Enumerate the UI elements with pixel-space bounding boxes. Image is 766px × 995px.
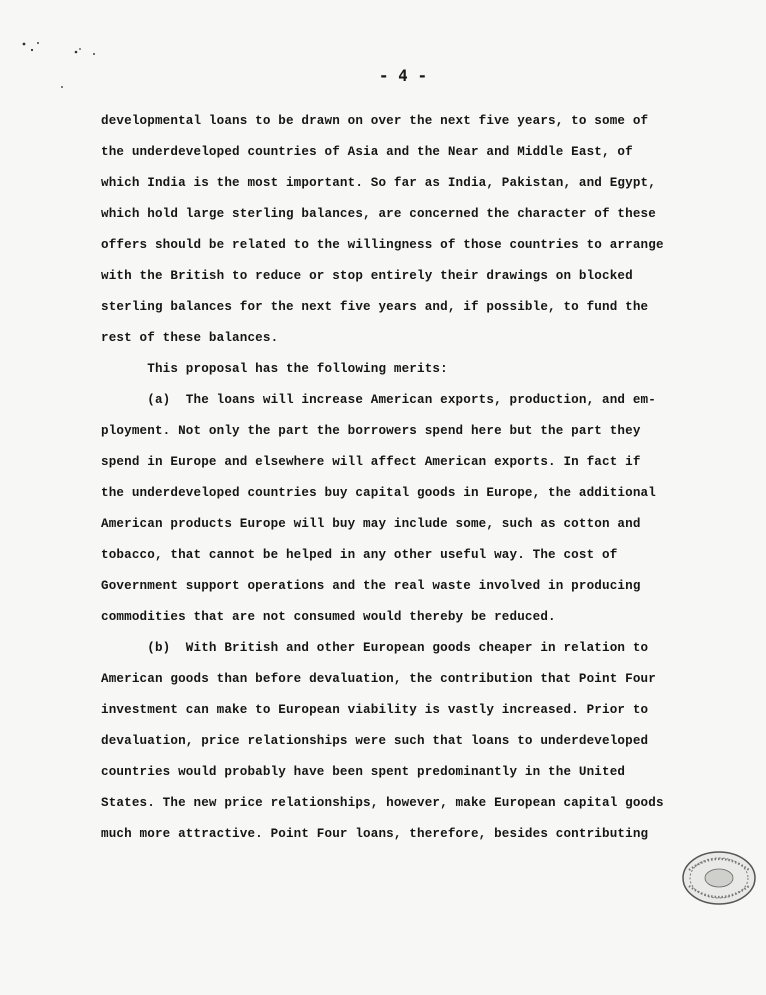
text-line: (b) With British and other European goods cheaper in relation to bbox=[101, 641, 649, 655]
text-line: developmental loans to be drawn on over the next five years, to some of bbox=[101, 114, 649, 128]
text-line: commodities that are not consumed would thereby be reduced. bbox=[101, 610, 556, 624]
text-line: This proposal has the following merits: bbox=[101, 362, 448, 376]
page-number: - 4 - bbox=[378, 66, 428, 85]
text-line: countries would probably have been spent predominantly in the United bbox=[101, 765, 626, 779]
text-line: American products Europe will buy may include some, such as cotton and bbox=[101, 517, 641, 531]
text-line: sterling balances for the next five years and, if possible, to fund the bbox=[101, 300, 649, 314]
text-line: States. The new price relationships, however, make European capital goods bbox=[101, 796, 664, 810]
scan-specks bbox=[0, 0, 120, 100]
text-line: ployment. Not only the part the borrowers spend here but the part they bbox=[101, 424, 641, 438]
body-text bbox=[101, 106, 701, 850]
text-line: devaluation, price relationships were such that loans to underdeveloped bbox=[101, 734, 649, 748]
text-line: (a) The loans will increase American exports, production, and em- bbox=[101, 393, 656, 407]
text-line: the underdeveloped countries buy capital goods in Europe, the additional bbox=[101, 486, 656, 500]
text-line: the underdeveloped countries of Asia and the Near and Middle East, of bbox=[101, 145, 633, 159]
text-line: tobacco, that cannot be helped in any other useful way. The cost of bbox=[101, 548, 618, 562]
text-line: investment can make to European viability is vastly increased. Prior to bbox=[101, 703, 649, 717]
text-line: which hold large sterling balances, are concerned the character of these bbox=[101, 207, 656, 221]
text-line: with the British to reduce or stop entirely their drawings on blocked bbox=[101, 269, 633, 283]
text-line: Government support operations and the real waste involved in producing bbox=[101, 579, 641, 593]
text-line: spend in Europe and elsewhere will affect American exports. In fact if bbox=[101, 455, 641, 469]
text-line: rest of these balances. bbox=[101, 331, 279, 345]
text-line: which India is the most important. So far as India, Pakistan, and Egypt, bbox=[101, 176, 656, 190]
text-line: much more attractive. Point Four loans, therefore, besides contributing bbox=[101, 827, 649, 841]
library-seal-stamp bbox=[679, 850, 759, 906]
text-line: American goods than before devaluation, the contribution that Point Four bbox=[101, 672, 656, 686]
text-line: offers should be related to the willingness of those countries to arrange bbox=[101, 238, 664, 252]
